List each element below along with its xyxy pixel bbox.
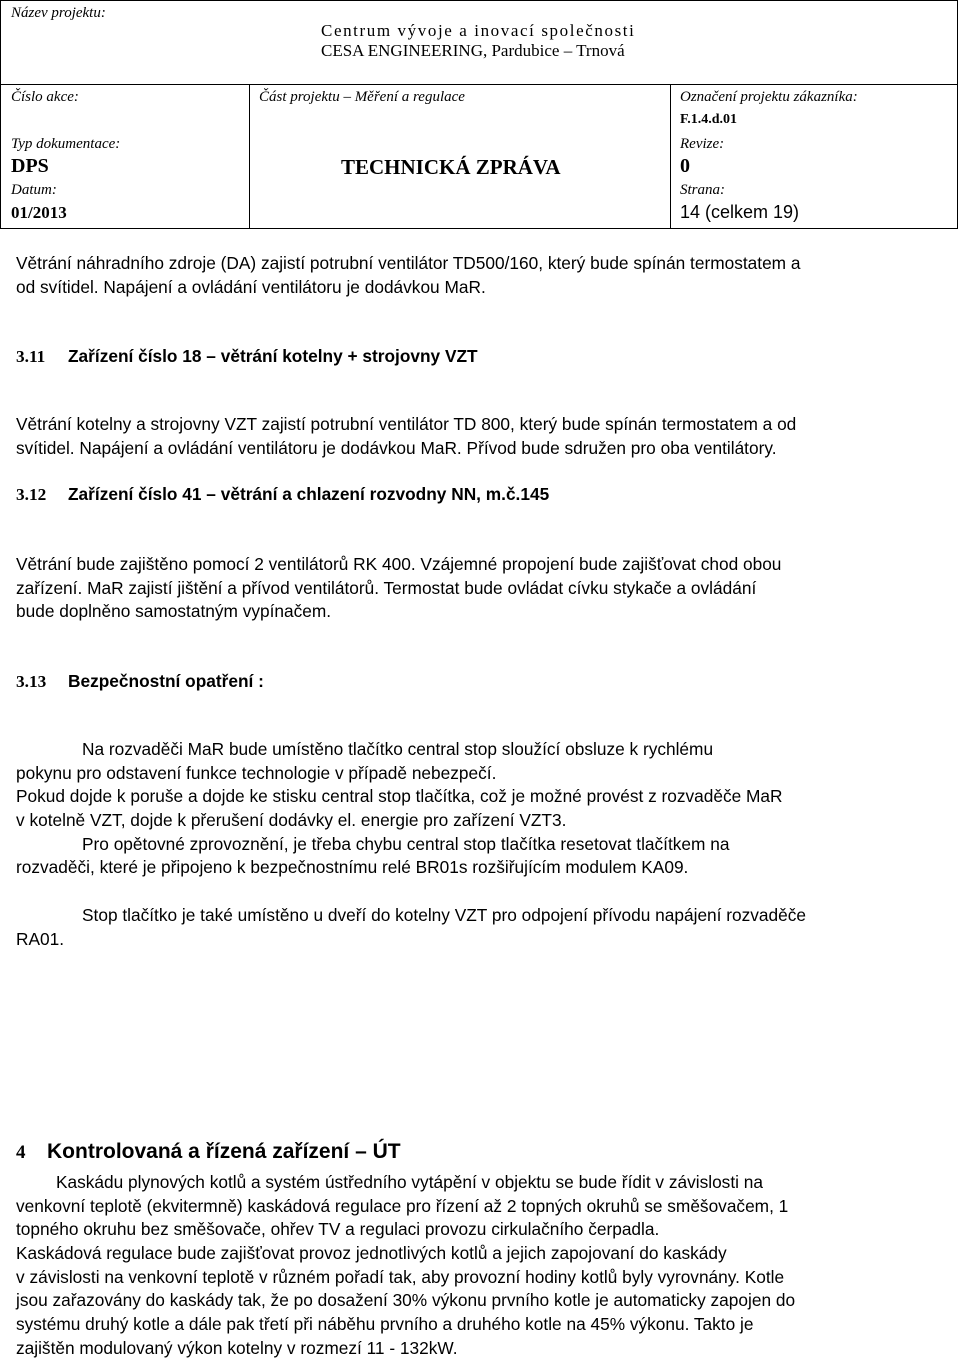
section-paragraph xyxy=(16,738,946,880)
chapter-paragraph xyxy=(16,1171,946,1361)
title-block xyxy=(0,0,958,229)
divider xyxy=(670,84,671,228)
section-number: 3.13 xyxy=(16,672,47,691)
text-line: od svítidel. Napájení a ovládání ventilátoru je dodávkou MaR. xyxy=(16,276,486,297)
date-label: Datum: xyxy=(11,182,57,198)
text-line: Pokud dojde k poruše a dojde ke stisku central stop tlačítka, což je možné provést z rozvaděče MaR xyxy=(16,786,783,807)
section-title: Zařízení číslo 41 – větrání a chlazení rozvodny NN, m.č.145 xyxy=(68,484,550,504)
customer-designation-value: F.1.4.d.01 xyxy=(680,112,738,127)
intro-paragraph xyxy=(16,252,946,299)
text-line: pokynu pro odstavení funkce technologie v případě nebezpečí. xyxy=(16,762,497,783)
section-heading-3-12 xyxy=(16,484,549,505)
section-paragraph xyxy=(16,413,946,460)
text-line: systému druhý kotle a dále pak třetí při náběhu prvního a druhého kotle na 45% výkonu. Takto je xyxy=(16,1314,754,1335)
text-line: zajištěn modulovaný výkon kotelny v rozmezí 11 - 132kW. xyxy=(16,1337,458,1358)
revision-value: 0 xyxy=(680,155,690,177)
project-name-line2: CESA ENGINEERING, Pardubice – Trnová xyxy=(321,41,625,60)
text-line: jsou zařazovány do kaskády tak, že po dosažení 30% výkonu prvního kotle je automaticky zapojen do xyxy=(16,1290,796,1311)
section-heading-3-13 xyxy=(16,671,264,692)
text-line: venkovní teplotě (ekvitermně) kaskádová regulace pro řízení až 2 topných okruhů se směšovačem, 1 xyxy=(16,1195,789,1216)
section-heading-3-11 xyxy=(16,346,478,367)
project-label: Název projektu: xyxy=(11,5,106,21)
chapter-title: Kontrolovaná a řízená zařízení – ÚT xyxy=(47,1140,401,1163)
document-type-label: Typ dokumentace: xyxy=(11,136,121,152)
date-value: 01/2013 xyxy=(11,203,67,222)
section-number: 3.11 xyxy=(16,347,46,366)
text-line: Pro opětovné zprovoznění, je třeba chybu central stop tlačítka resetovat tlačítkem na xyxy=(82,833,730,854)
chapter-number: 4 xyxy=(16,1142,26,1163)
section-title: Bezpečnostní opatření : xyxy=(68,671,264,691)
divider xyxy=(1,84,957,85)
text-line: Kaskádu plynových kotlů a systém ústředního vytápění v objektu se bude řídit v závislosti na xyxy=(56,1172,763,1192)
text-line: Stop tlačítko je také umístěno u dveří do kotelny VZT pro odpojení přívodu napájení rozvaděče xyxy=(82,905,807,925)
text-line: zařízení. MaR zajistí jištění a přívod ventilátorů. Termostat bude ovládat cívku stykače a ovládání xyxy=(16,577,757,598)
text-line: v kotelně VZT, dojde k přerušení dodávky el. energie pro zařízení VZT3. xyxy=(16,810,567,831)
text-line: v závislosti na venkovní teplotě v různém pořadí tak, aby provozní hodiny kotlů byly vyrovnány. Kotle xyxy=(16,1266,785,1287)
text-line: Na rozvaděči MaR bude umístěno tlačítko central stop sloužící obsluze k rychlému xyxy=(82,739,714,759)
document-title: TECHNICKÁ ZPRÁVA xyxy=(341,155,561,179)
text-line: Větrání náhradního zdroje (DA) zajistí potrubní ventilátor TD500/160, který bude spínán termostatem a xyxy=(16,253,801,273)
text-line: rozvaděči, které je připojeno k bezpečnostnímu relé BR01s rozšiřujícím modulem KA09. xyxy=(16,857,689,878)
section-title: Zařízení číslo 18 – větrání kotelny + strojovny VZT xyxy=(68,346,478,366)
page-number: 14 (celkem 19) xyxy=(680,202,800,222)
action-number-label: Číslo akce: xyxy=(11,89,79,105)
text-line: Větrání kotelny a strojovny VZT zajistí potrubní ventilátor TD 800, který bude spínán termostatem a od xyxy=(16,414,797,434)
text-line: Kaskádová regulace bude zajišťovat provoz jednotlivých kotlů a jejich zapojovaní do kaskády xyxy=(16,1243,727,1264)
section-number: 3.12 xyxy=(16,485,47,504)
revision-label: Revize: xyxy=(680,136,725,152)
text-line: topného okruhu bez směšovače, ohřev TV a regulaci provozu cirkulačního čerpadla. xyxy=(16,1219,660,1240)
text-line: svítidel. Napájení a ovládání ventilátoru je dodávkou MaR. Přívod bude sdružen pro oba ventilátory. xyxy=(16,437,777,458)
text-line: RA01. xyxy=(16,928,65,949)
text-line: Větrání bude zajištěno pomocí 2 ventilátorů RK 400. Vzájemné propojení bude zajišťovat chod obou xyxy=(16,554,782,574)
text-line: bude doplněno samostatným vypínačem. xyxy=(16,601,332,622)
customer-designation-label: Označení projektu zákazníka: xyxy=(680,89,858,105)
page-label: Strana: xyxy=(680,182,725,198)
section-paragraph xyxy=(16,553,946,624)
project-part-label: Část projektu – Měření a regulace xyxy=(259,89,465,105)
divider xyxy=(249,84,250,228)
project-name-line1: Centrum vývoje a inovací společnosti xyxy=(321,21,636,40)
document-type-value: DPS xyxy=(11,155,49,177)
section-paragraph xyxy=(16,904,946,951)
chapter-heading-4 xyxy=(16,1140,401,1164)
